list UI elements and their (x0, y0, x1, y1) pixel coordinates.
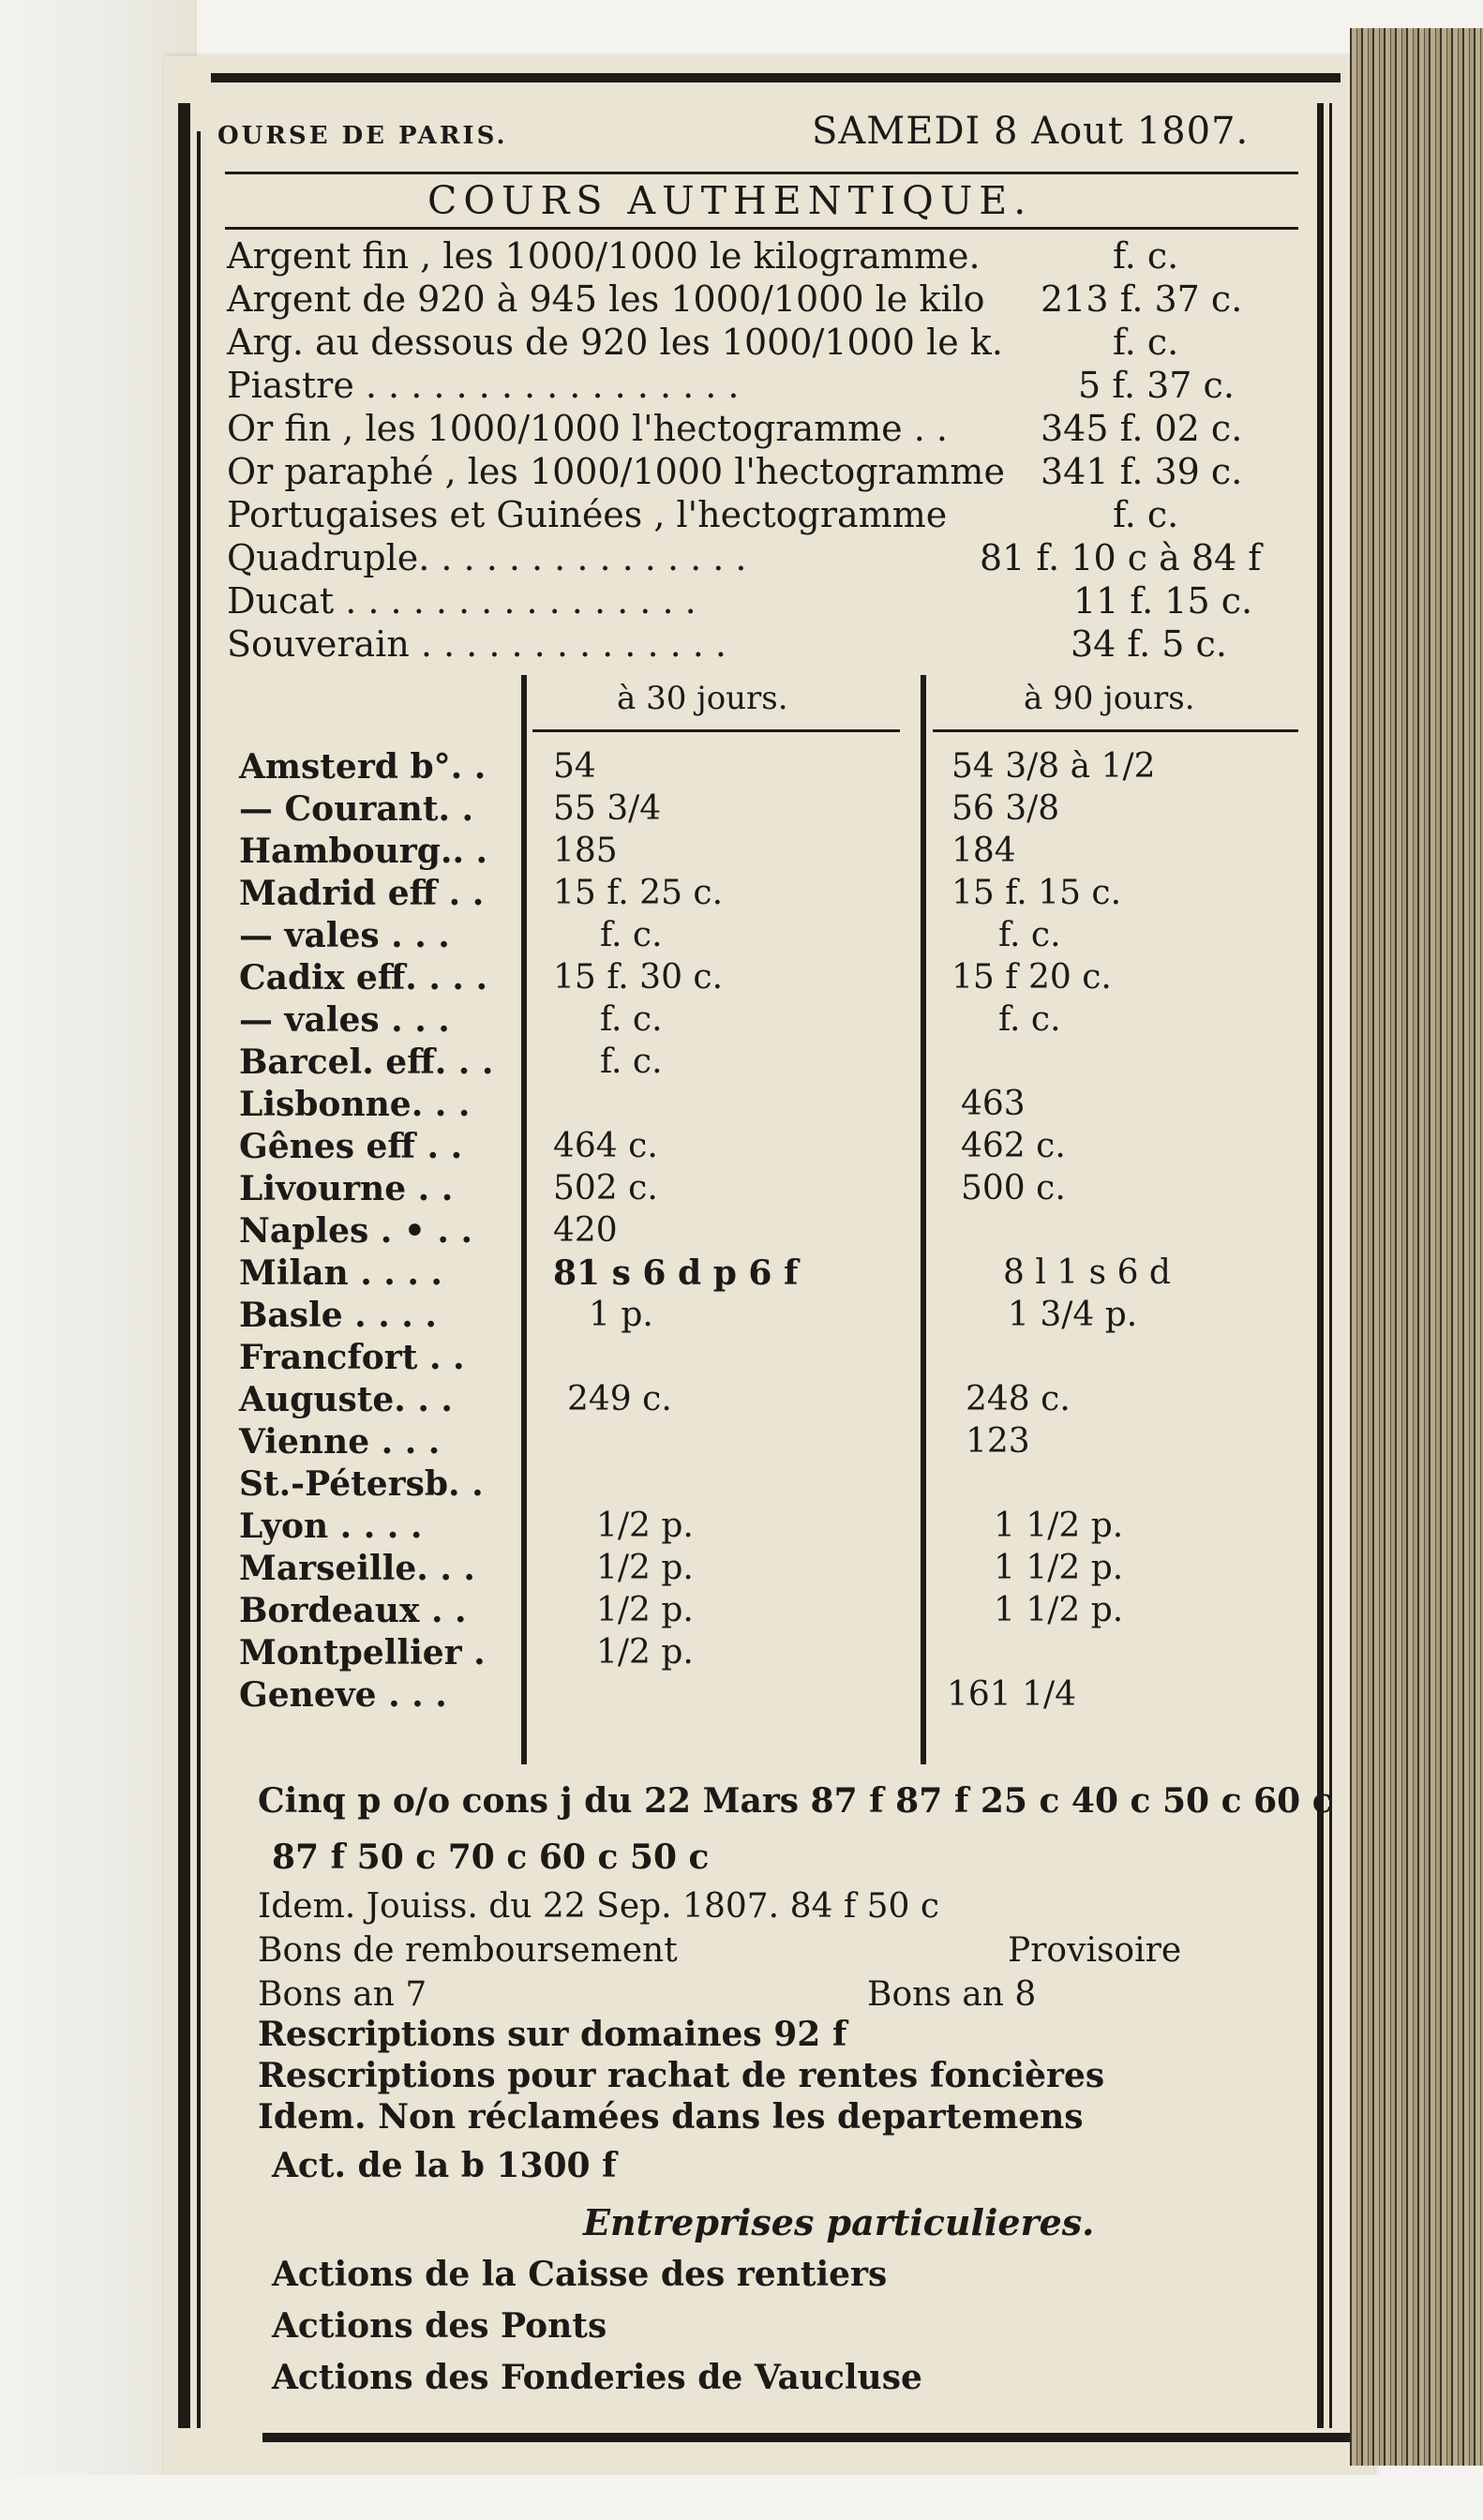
exchange-place: Basle . . . . (239, 1296, 437, 1335)
exchange-90-day-rate: 463 (961, 1085, 1026, 1123)
exchange-30-day-rate: 502 c. (553, 1169, 658, 1208)
fund-line: Bons an 7 (258, 1975, 427, 2014)
exchange-30-day-rate: 81 s 6 d p 6 f (553, 1253, 799, 1293)
fund-line: Act. de la b 1300 f (272, 2146, 617, 2185)
fund-provisoire: Provisoire (1008, 1931, 1182, 1970)
exchange-30-day-rate: 185 (553, 832, 618, 870)
exchange-place: Madrid eff . . (239, 874, 485, 913)
issue-date: SAMEDI 8 Aout 1807. (812, 110, 1250, 153)
fund-bons-an-8: Bons an 8 (867, 1975, 1037, 2014)
fund-line: Idem. Jouiss. du 22 Sep. 1807. 84 f 50 c (258, 1887, 939, 1926)
metal-label: Or fin , les 1000/1000 l'hectogramme . . (227, 408, 948, 449)
exchange-30-day-rate: 249 c. (567, 1380, 672, 1418)
col30-header-rule (532, 729, 900, 732)
exchange-30-day-rate: 1/2 p. (596, 1591, 694, 1629)
bottom-border-rule (262, 2433, 1350, 2442)
exchange-place: Marseille. . . (239, 1549, 475, 1588)
metal-label: Portugaises et Guinées , l'hectogramme (227, 494, 948, 535)
fund-line: Rescriptions sur domaines 92 f (258, 2015, 847, 2054)
metal-price: 345 f. 02 c. (1041, 408, 1243, 449)
exchange-90-day-rate: 1 1/2 p. (994, 1591, 1124, 1629)
metal-price: 81 f. 10 c à 84 f (980, 537, 1262, 578)
column-rule-right (921, 675, 926, 1764)
fund-line: Bons de remboursement (258, 1931, 678, 1970)
exchange-30-day-rate: f. c. (600, 1000, 663, 1039)
fund-line: Cinq p o/o cons j du 22 Mars 87 f 87 f 25 c 40 c 50 c 60 c (258, 1781, 1333, 1821)
exchange-place: Montpellier . (239, 1633, 486, 1672)
exchange-30-day-rate: 54 (553, 747, 596, 786)
enterprises-heading: Entreprises particulieres. (583, 2201, 1095, 2243)
left-border-rule (178, 103, 190, 2428)
metal-label: Souverain . . . . . . . . . . . . . . (227, 623, 727, 665)
col90-header-rule (933, 729, 1298, 732)
exchange-90-day-rate: 1 3/4 p. (1008, 1296, 1138, 1334)
exchange-place: — vales . . . (239, 1000, 450, 1040)
metal-label: Piastre . . . . . . . . . . . . . . . . . (227, 365, 740, 406)
exchange-place: Lyon . . . . (239, 1507, 423, 1546)
enterprise-item: Actions des Ponts (272, 2306, 607, 2346)
publication-name: OURSE DE PARIS. (217, 122, 508, 150)
exchange-90-day-rate: f. c. (998, 1000, 1061, 1039)
exchange-90-day-rate: 248 c. (966, 1380, 1071, 1418)
left-inner-rule (197, 131, 201, 2428)
exchange-30-day-rate: 464 c. (553, 1127, 658, 1165)
exchange-90-day-rate: 123 (966, 1422, 1030, 1461)
exchange-90-day-rate: f. c. (998, 916, 1061, 954)
metal-label: Argent fin , les 1000/1000 le kilogramme. (227, 235, 981, 277)
exchange-place: Vienne . . . (239, 1422, 441, 1462)
metal-label: Arg. au dessous de 920 les 1000/1000 le k. (227, 322, 1003, 363)
metal-price: 213 f. 37 c. (1041, 278, 1243, 320)
scan-background (0, 2475, 1483, 2520)
header-30-days: à 30 jours. (617, 680, 788, 717)
metal-label: Or paraphé , les 1000/1000 l'hectogramme (227, 451, 1005, 492)
column-rule-left (521, 675, 527, 1764)
exchange-30-day-rate: 15 f. 30 c. (553, 958, 724, 997)
exchange-90-day-rate: 462 c. (961, 1127, 1066, 1165)
metal-price: f. c. (1113, 235, 1179, 277)
exchange-30-day-rate: 1/2 p. (596, 1549, 694, 1587)
fund-line: Rescriptions pour rachat de rentes foncières (258, 2056, 1105, 2095)
exchange-place: Naples . • . . (239, 1211, 472, 1251)
title-rule (225, 227, 1298, 230)
enterprise-item: Actions de la Caisse des rentiers (272, 2255, 888, 2294)
book-page-edges (1350, 28, 1483, 2466)
exchange-30-day-rate: 15 f. 25 c. (553, 874, 724, 912)
exchange-30-day-rate: f. c. (600, 916, 663, 954)
exchange-place: — vales . . . (239, 916, 450, 955)
top-border-rule (211, 73, 1341, 82)
right-border-rule (1317, 103, 1324, 2428)
metal-price: 11 f. 15 c. (1073, 580, 1253, 622)
fund-line: 87 f 50 c 70 c 60 c 50 c (272, 1838, 710, 1877)
exchange-place: Gênes eff . . (239, 1127, 463, 1166)
exchange-place: Cadix eff. . . . (239, 958, 488, 998)
exchange-30-day-rate: 420 (553, 1211, 618, 1250)
fund-line: Idem. Non réclamées dans les departemens (258, 2097, 1084, 2137)
metal-price: f. c. (1113, 322, 1179, 363)
exchange-90-day-rate: 56 3/8 (951, 789, 1060, 828)
exchange-30-day-rate: 1/2 p. (596, 1507, 694, 1545)
exchange-90-day-rate: 500 c. (961, 1169, 1066, 1208)
exchange-place: Lisbonne. . . (239, 1085, 471, 1124)
exchange-place: Milan . . . . (239, 1253, 442, 1293)
exchange-place: Amsterd b°. . (239, 747, 487, 787)
exchange-90-day-rate: 15 f 20 c. (951, 958, 1112, 997)
exchange-90-day-rate: 54 3/8 à 1/2 (951, 747, 1156, 786)
metal-label: Quadruple. . . . . . . . . . . . . . . (227, 537, 747, 578)
exchange-place: St.-Pétersb. . (239, 1464, 484, 1504)
exchange-90-day-rate: 1 1/2 p. (994, 1507, 1124, 1545)
exchange-place: Barcel. eff. . . (239, 1042, 494, 1082)
exchange-place: Livourne . . (239, 1169, 454, 1208)
right-inner-rule (1329, 103, 1332, 2428)
header-rule (225, 172, 1298, 174)
exchange-30-day-rate: 55 3/4 (553, 789, 662, 828)
exchange-30-day-rate: 1/2 p. (596, 1633, 694, 1672)
enterprise-item: Actions des Fonderies de Vaucluse (272, 2358, 922, 2397)
page-title: COURS AUTHENTIQUE. (427, 178, 1033, 223)
exchange-90-day-rate: 1 1/2 p. (994, 1549, 1124, 1587)
exchange-30-day-rate: 1 p. (589, 1296, 653, 1334)
exchange-place: Francfort . . (239, 1338, 465, 1377)
exchange-place: Hambourg.. . (239, 832, 488, 871)
metal-price: 341 f. 39 c. (1041, 451, 1243, 492)
metal-price: f. c. (1113, 494, 1179, 535)
header-90-days: à 90 jours. (1024, 680, 1195, 717)
metal-price: 34 f. 5 c. (1071, 623, 1227, 665)
exchange-place: Geneve . . . (239, 1675, 447, 1715)
exchange-90-day-rate: 8 l 1 s 6 d (1003, 1253, 1171, 1292)
exchange-place: Auguste. . . (239, 1380, 453, 1419)
exchange-90-day-rate: 15 f. 15 c. (951, 874, 1122, 912)
exchange-30-day-rate: f. c. (600, 1042, 663, 1081)
metal-label: Ducat . . . . . . . . . . . . . . . . (227, 580, 697, 622)
exchange-place: — Courant. . (239, 789, 474, 829)
exchange-90-day-rate: 161 1/4 (947, 1675, 1077, 1714)
exchange-90-day-rate: 184 (951, 832, 1016, 870)
exchange-place: Bordeaux . . (239, 1591, 467, 1630)
metal-label: Argent de 920 à 945 les 1000/1000 le kilo (227, 278, 985, 320)
metal-price: 5 f. 37 c. (1078, 365, 1235, 406)
